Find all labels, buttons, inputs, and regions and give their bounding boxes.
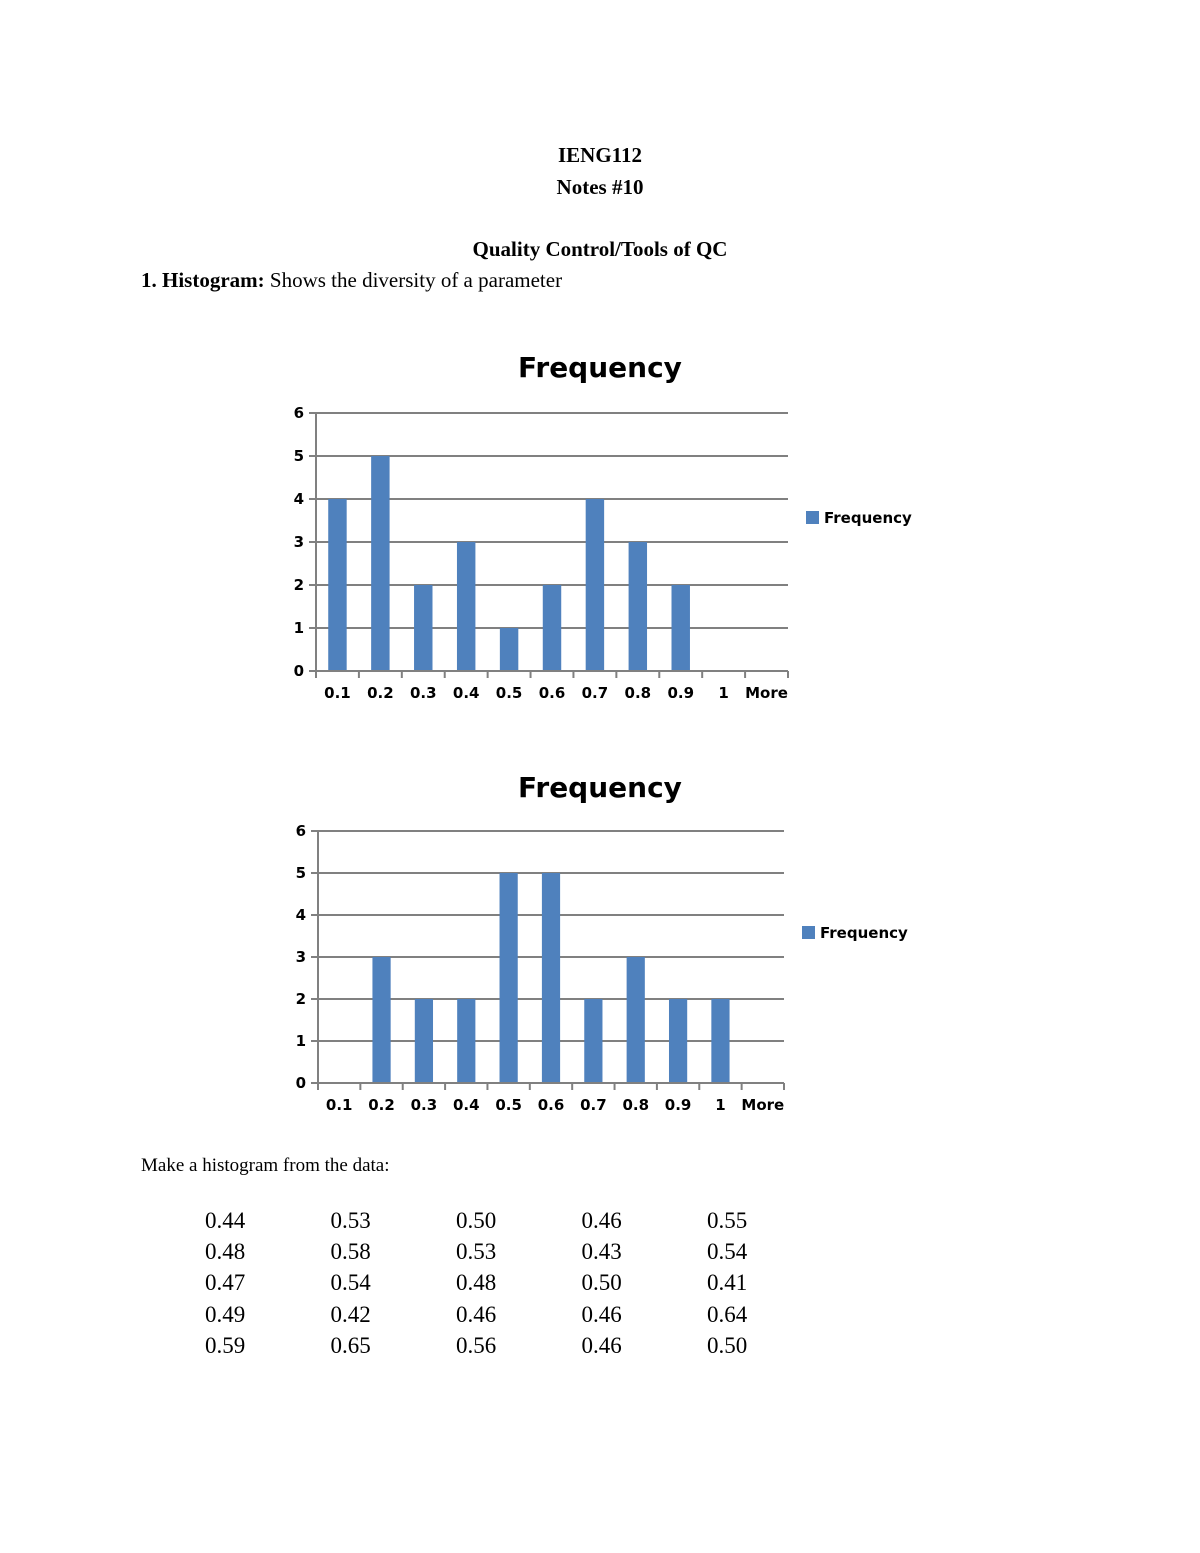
section-heading: 1. Histogram: — [141, 268, 265, 292]
bar — [457, 999, 475, 1083]
bar — [500, 873, 518, 1083]
legend-label: Frequency — [824, 509, 912, 527]
x-tick-label: 0.6 — [537, 1096, 565, 1114]
x-tick-label: 0.9 — [667, 684, 695, 702]
x-tick-label: More — [741, 1096, 785, 1114]
table-cell: 0.46 — [581, 1207, 622, 1233]
bar — [627, 957, 645, 1083]
x-tick-label: 0.1 — [325, 1096, 353, 1114]
table-cell: 0.54 — [330, 1270, 371, 1296]
table-cell: 0.53 — [330, 1207, 371, 1233]
x-tick-label: 0.6 — [538, 684, 566, 702]
x-tick-label: 0.2 — [367, 684, 394, 702]
table-cell: 0.50 — [456, 1207, 497, 1233]
bar — [500, 628, 518, 671]
x-tick-label: 0.7 — [581, 684, 609, 702]
x-tick-label: 0.3 — [410, 1096, 438, 1114]
y-tick-label: 4 — [293, 490, 304, 508]
table-cell: 0.41 — [707, 1270, 748, 1296]
x-tick-label: 0.8 — [622, 1096, 650, 1114]
y-tick-label: 0 — [293, 662, 304, 680]
bar — [543, 585, 561, 671]
legend-label: Frequency — [820, 924, 908, 942]
y-tick-label: 6 — [295, 822, 306, 840]
y-tick-label: 2 — [293, 576, 304, 594]
bar — [629, 542, 647, 671]
table-cell: 0.43 — [581, 1239, 622, 1265]
y-tick-label: 2 — [295, 990, 306, 1008]
bar — [414, 585, 432, 671]
topic-title: Quality Control/Tools of QC — [472, 237, 728, 261]
y-tick-label: 5 — [293, 447, 304, 465]
chart-svg — [0, 340, 1200, 740]
section-histogram — [141, 268, 562, 293]
x-tick-label: 0.4 — [452, 1096, 480, 1114]
y-tick-label: 3 — [293, 533, 304, 551]
instruction-text: Make a histogram from the data: — [141, 1155, 390, 1176]
table-cell: 0.65 — [330, 1333, 371, 1359]
table-row — [205, 1331, 833, 1362]
x-tick-label: 0.1 — [324, 684, 351, 702]
table-cell: 0.47 — [205, 1270, 246, 1296]
x-tick-label: 0.7 — [580, 1096, 607, 1114]
course-code: IENG112 — [557, 143, 643, 167]
histogram-chart-1 — [0, 340, 1200, 740]
x-tick-label: 1 — [718, 684, 729, 702]
x-tick-label: More — [745, 684, 788, 702]
y-tick-label: 3 — [295, 948, 306, 966]
bar — [372, 957, 390, 1083]
y-tick-label: 6 — [293, 404, 304, 422]
table-row — [205, 1268, 833, 1299]
bar — [669, 999, 687, 1083]
x-tick-label: 0.8 — [624, 684, 652, 702]
bar — [711, 999, 729, 1083]
chart-svg — [0, 760, 1200, 1160]
table-row — [205, 1205, 833, 1236]
x-tick-label: 0.4 — [452, 684, 480, 702]
section-description: Shows the diversity of a parameter — [264, 268, 563, 292]
y-tick-label: 1 — [293, 619, 304, 637]
table-cell: 0.59 — [205, 1333, 246, 1359]
table-cell: 0.46 — [456, 1301, 497, 1327]
bar — [542, 873, 560, 1083]
legend-swatch — [802, 926, 815, 939]
table-cell: 0.58 — [330, 1239, 371, 1265]
table-cell: 0.50 — [707, 1333, 748, 1359]
bar — [328, 499, 346, 671]
table-cell: 0.53 — [456, 1239, 497, 1265]
y-tick-label: 4 — [295, 906, 306, 924]
bar — [415, 999, 433, 1083]
bar — [584, 999, 602, 1083]
table-cell: 0.55 — [707, 1207, 748, 1233]
table-cell: 0.64 — [707, 1301, 748, 1327]
table-row — [205, 1299, 833, 1330]
x-tick-label: 0.9 — [664, 1096, 692, 1114]
table-cell: 0.54 — [707, 1239, 748, 1265]
data-table — [205, 1205, 833, 1362]
bar — [586, 499, 604, 671]
legend-swatch — [806, 511, 819, 524]
x-tick-label: 0.5 — [495, 684, 523, 702]
table-row — [205, 1236, 833, 1267]
table-cell: 0.48 — [456, 1270, 497, 1296]
chart-title: Frequency — [518, 771, 682, 804]
y-tick-label: 1 — [295, 1032, 306, 1050]
table-cell: 0.42 — [330, 1301, 371, 1327]
bar — [371, 456, 389, 671]
y-tick-label: 0 — [295, 1074, 306, 1092]
table-cell: 0.49 — [205, 1301, 246, 1327]
chart-title: Frequency — [518, 351, 682, 384]
table-cell: 0.46 — [581, 1301, 622, 1327]
table-cell: 0.50 — [581, 1270, 622, 1296]
table-cell: 0.56 — [456, 1333, 497, 1359]
table-cell: 0.48 — [205, 1239, 246, 1265]
bar — [457, 542, 475, 671]
x-tick-label: 0.5 — [495, 1096, 522, 1114]
y-tick-label: 5 — [295, 864, 306, 882]
table-cell: 0.46 — [581, 1333, 622, 1359]
bar — [672, 585, 690, 671]
x-tick-label: 1 — [715, 1096, 726, 1114]
x-tick-label: 0.2 — [368, 1096, 395, 1114]
notes-number: Notes #10 — [556, 175, 644, 199]
histogram-chart-2 — [0, 760, 1200, 1160]
x-tick-label: 0.3 — [409, 684, 437, 702]
table-cell: 0.44 — [205, 1207, 246, 1233]
